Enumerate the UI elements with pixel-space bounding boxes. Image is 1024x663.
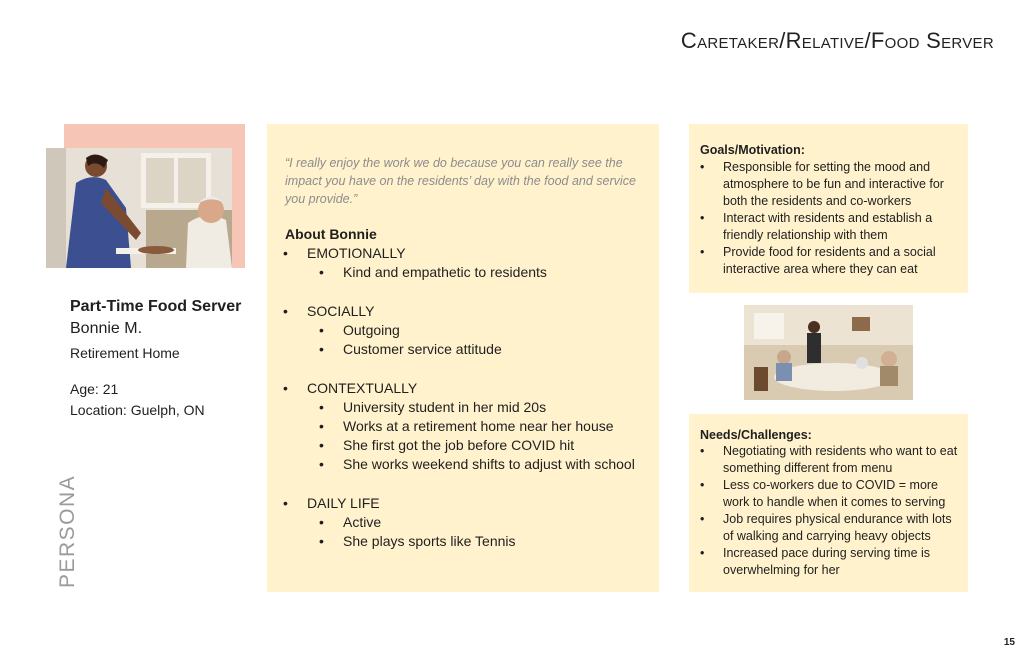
category-label: CONTEXTUALLY xyxy=(307,380,418,396)
list-item xyxy=(319,322,400,338)
list-item-text: Active xyxy=(343,514,382,530)
bullet: • xyxy=(319,456,324,472)
list-item xyxy=(319,418,614,434)
list-item: • Responsible for setting the mood and atmosphere to be fun and interactive for both the residents and co-workers xyxy=(700,159,962,210)
category-socially xyxy=(283,303,374,319)
list-item xyxy=(319,437,574,453)
persona-age: Age: 21 xyxy=(70,381,119,397)
list-item-text: Customer service attitude xyxy=(343,341,502,357)
list-item xyxy=(319,341,502,357)
page-number: 15 xyxy=(1003,637,1015,648)
list-item: • Increased pace during serving time is overwhelming for her xyxy=(700,545,962,579)
list-item xyxy=(319,264,547,280)
persona-name: Bonnie M. xyxy=(70,320,143,337)
category-emotionally xyxy=(283,245,406,261)
needs-list xyxy=(700,443,962,579)
list-item: • Provide food for residents and a social interactive area where they can eat xyxy=(700,244,962,278)
bullet: • xyxy=(283,303,288,319)
bullet: • xyxy=(319,399,324,415)
server-serving-resident-photo xyxy=(46,148,232,268)
list-item-text: Outgoing xyxy=(343,322,400,338)
persona-vertical-label: PERSONA xyxy=(56,474,79,588)
persona-workplace: Retirement Home xyxy=(70,345,180,361)
category-label: EMOTIONALLY xyxy=(307,245,406,261)
needs-card xyxy=(689,414,968,592)
bullet: • xyxy=(283,245,288,261)
bullet: • xyxy=(319,437,324,453)
bullet: • xyxy=(319,533,324,549)
bullet: • xyxy=(283,380,288,396)
category-daily-life xyxy=(283,495,380,511)
goals-card xyxy=(689,124,968,293)
bullet: • xyxy=(319,341,324,357)
goals-title: Goals/Motivation: xyxy=(700,143,805,157)
list-item-text: University student in her mid 20s xyxy=(343,399,547,415)
list-item: • Negotiating with residents who want to eat something different from menu xyxy=(700,443,962,477)
category-contextually xyxy=(283,380,417,396)
category-label: DAILY LIFE xyxy=(307,495,380,511)
list-item: • Interact with residents and establish a friendly relationship with them xyxy=(700,210,962,244)
goals-list xyxy=(700,159,962,278)
bullet: • xyxy=(319,514,324,530)
list-item: • Job requires physical endurance with lots of walking and carrying heavy objects xyxy=(700,511,962,545)
list-item-text: Works at a retirement home near her house xyxy=(343,418,614,434)
list-item-text: She works weekend shifts to adjust with school xyxy=(343,456,635,472)
category-label: SOCIALLY xyxy=(307,303,375,319)
list-item-text: She first got the job before COVID hit xyxy=(343,437,575,453)
list-item-text: Kind and empathetic to residents xyxy=(343,264,547,280)
bullet: • xyxy=(319,264,324,280)
page-title: Caretaker/Relative/Food Server xyxy=(680,28,994,53)
list-item-text: She plays sports like Tennis xyxy=(343,533,516,549)
bullet: • xyxy=(283,495,288,511)
bullet: • xyxy=(319,322,324,338)
bullet: • xyxy=(319,418,324,434)
list-item xyxy=(319,399,546,415)
persona-info xyxy=(70,298,260,423)
list-item xyxy=(319,533,516,549)
about-title: About Bonnie xyxy=(285,226,377,242)
persona-location: Location: Guelph, ON xyxy=(70,402,205,418)
dining-room-photo xyxy=(744,305,913,400)
persona-quote: “I really enjoy the work we do because you can really see the impact you have on the residents’ day with the food and service you provide.” xyxy=(285,156,636,206)
needs-title: Needs/Challenges: xyxy=(700,428,812,442)
persona-role: Part-Time Food Server xyxy=(70,298,242,315)
about-card xyxy=(267,124,659,592)
list-item xyxy=(319,456,635,472)
list-item xyxy=(319,514,381,530)
list-item: • Less co-workers due to COVID = more work to handle when it comes to serving xyxy=(700,477,962,511)
